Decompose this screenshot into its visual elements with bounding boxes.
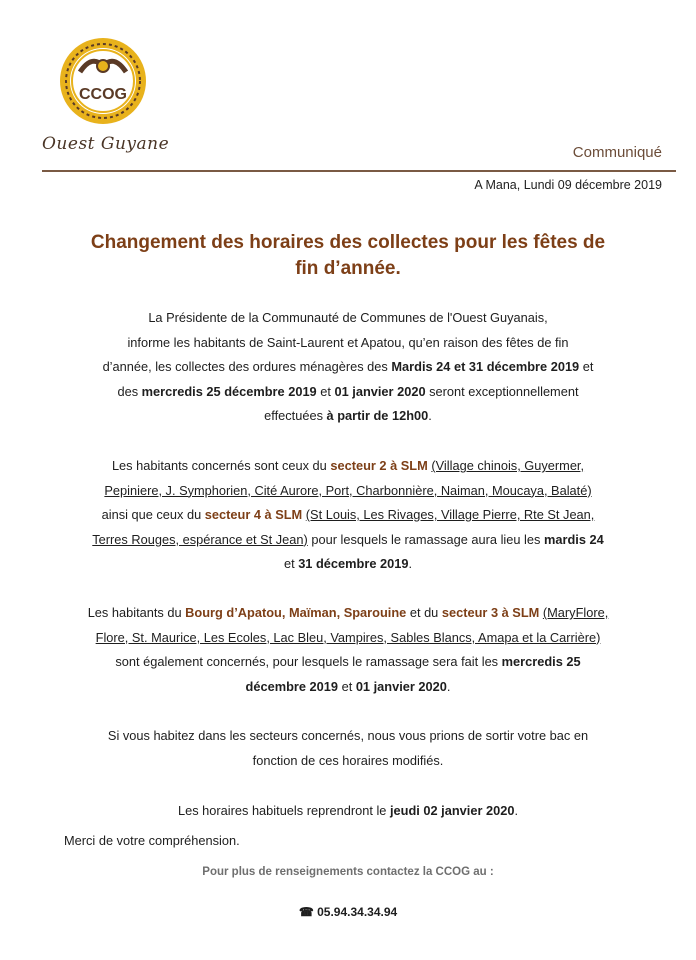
title-line: Changement des horaires des collectes pour les fêtes de	[90, 232, 606, 253]
text-line: ainsi que ceux du secteur 4 à SLM (St Louis, Les Rivages, Village Pierre, Rte St Jean,	[101, 507, 595, 522]
text-line: sont également concernés, pour lesquels le ramassage sera fait les mercredis 25	[115, 654, 581, 669]
text-line: Si vous habitez dans les secteurs concernés, nous vous prions de sortir votre bac en	[107, 728, 589, 743]
phone-number-line	[0, 905, 696, 919]
text-line: décembre 2019 et 01 janvier 2020.	[245, 678, 451, 694]
logo-tagline: Ouest Guyane	[42, 134, 170, 154]
text-line: Flore, St. Maurice, Les Ecoles, Lac Bleu, Vampires, Sables Blancs, Amapa et la Carrière)	[95, 629, 601, 645]
text-line: La Présidente de la Communauté de Communes de l'Ouest Guyanais,	[148, 310, 548, 325]
document-date: A Mana, Lundi 09 décembre 2019	[474, 178, 662, 192]
ccog-logo	[58, 36, 148, 126]
paragraph-bin-instructions	[50, 724, 646, 773]
closing-thanks: Merci de votre compréhension.	[64, 833, 240, 848]
document-type-label: Communiqué	[572, 144, 662, 161]
paragraph-sectors-2-4	[50, 454, 646, 577]
logo-wordmark: CCOG	[79, 86, 127, 103]
paragraph-apatou-sector-3	[50, 601, 646, 699]
telephone-icon: ☎	[298, 905, 314, 919]
document-title	[40, 230, 656, 282]
header-divider	[42, 170, 676, 172]
text-line: Terres Rouges, espérance et St Jean) pour lesquels le ramassage aura lieu les mardis 24	[92, 531, 604, 547]
text-line: d’année, les collectes des ordures ménagères des Mardis 24 et 31 décembre 2019 et	[102, 359, 594, 374]
contact-info: Pour plus de renseignements contactez la CCOG au :	[202, 866, 494, 878]
phone-number[interactable]: 05.94.34.34.94	[317, 905, 398, 919]
text-line: Les horaires habituels reprendront le jeudi 02 janvier 2020.	[177, 803, 519, 818]
paragraph-resume-date	[50, 799, 646, 824]
text-line: fonction de ces horaires modifiés.	[252, 752, 444, 768]
text-line: des mercredis 25 décembre 2019 et 01 janvier 2020 seront exceptionnellement	[117, 383, 579, 399]
title-line: fin d’année.	[295, 258, 401, 279]
text-line: effectuées à partir de 12h00.	[264, 408, 432, 423]
text-line: Pepiniere, J. Symphorien, Cité Aurore, Port, Charbonnière, Naiman, Moucaya, Balaté)	[104, 482, 592, 498]
text-line: informe les habitants de Saint-Laurent et Apatou, qu’en raison des fêtes de fin	[127, 334, 569, 350]
text-line: et 31 décembre 2019.	[283, 556, 413, 571]
text-line: Les habitants du Bourg d’Apatou, Maïman, Sparouine et du secteur 3 à SLM (MaryFlore,	[87, 605, 609, 620]
text-line: Les habitants concernés sont ceux du secteur 2 à SLM (Village chinois, Guyermer,	[111, 458, 585, 473]
paragraph-announcement	[50, 306, 646, 429]
